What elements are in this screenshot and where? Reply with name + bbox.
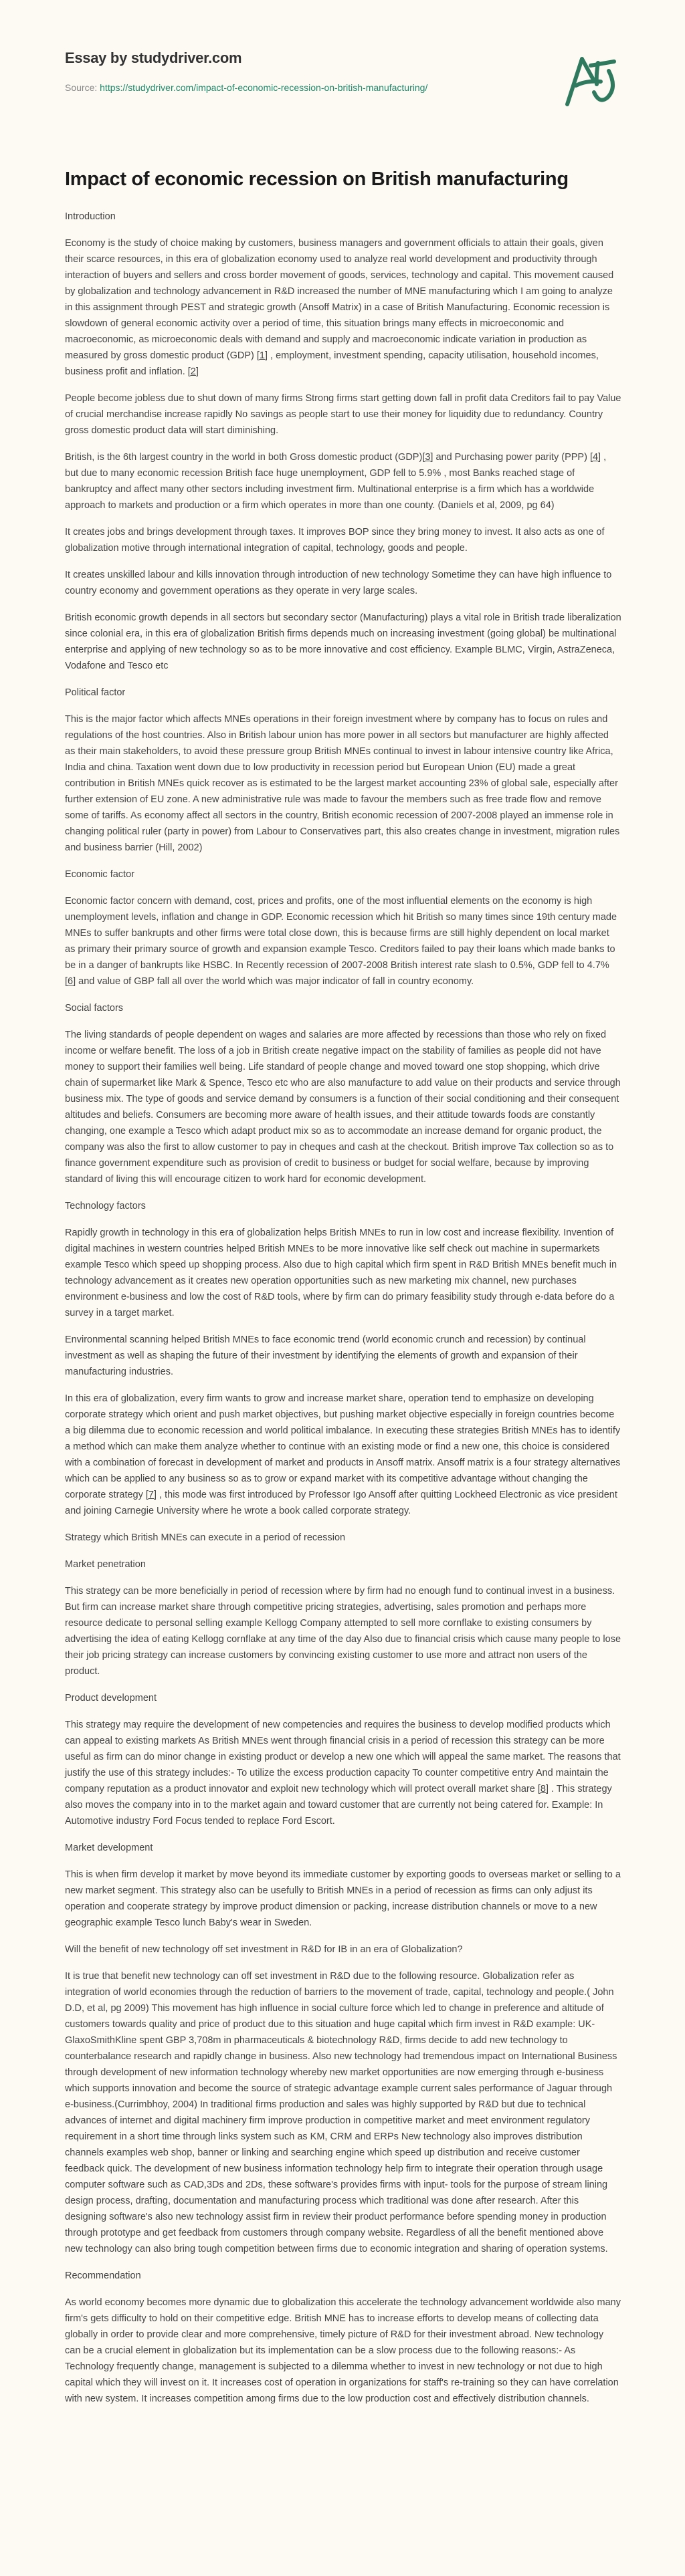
paragraph: This is the major factor which affects MNEs operations in their foreign investment where by company has to focus on rules and regulations of the host countries. Also in British labour union has more power in all sectors but manufacturer are highly affected as their main stakeholders, to avoid these pressure group British MNEs continual to invest in labour intensive country like Africa, India and china. Taxation went down due to low productivity in recession period but European Union (EU) made a great contribution in British MNEs quick recover as is estimated to be the largest market accounting 23% of global sale, especially after further extension of EU zone. A new administrative rule was made to favour the members such as free trade flow and remove some of tariffs. As economy affect all sectors in the country, British economic recession of 2007-2008 played an immense role in changing political ruler (party in power) from Labour to Conservatives part, this also creates change in investment, migration rules and business barrier (Hill, 2002)	[65, 714, 620, 853]
paragraph: British economic growth depends in all sectors but secondary sector (Manufacturing) plays a vital role in British trade liberalization since colonial era, in this era of globalization British firms depends much on increasing investment (going global) be multinational enterprise and applying of new technology so as to be more innovative and cost efficiency. Example BLMC, Virgin, AstraZeneca, Vodafone and Tesco etc	[65, 612, 621, 671]
paragraph: British, is the 6th largest country in the world in both Gross domestic product (GDP)[3] and Purchasing power parity (PPP) [4] , but due to many economic recession British face huge unemployment, GDP fell to 5.9% , most Banks reached stage of bankruptcy and affect many other sectors including investment firm. Multinational enterprise is a firm which has a worldwide approach to markets and production or a firm which operates in more than one county. (Daniels et al, 2009, pg 64)	[65, 452, 607, 511]
page-title: Impact of economic recession on British manufacturing	[65, 168, 569, 190]
paragraph: Economy is the study of choice making by customers, business managers and government officials to attain their goals, given their scarce resources, in this era of globalization economy used to analyze real world development and productivity through interaction of buyers and sellers and cross border movement of goods, services, technology and capital. This movement caused by globalization and technology advancement in R&D increased the number of MNE manufacturing which I am going to analyze in this assignment through PEST and strategic growth (Ansoff Matrix) in a case of British Manufacturing. Economic recession is slowdown of general economic activity over a period of time, this situation brings many effects in microeconomic and macroeconomic, as microeconomic deals with demand and supply and macroeconomic indicate variation in production as measured by gross domestic product (GDP) [1] , employment, investment spending, capacity utilisation, household incomes, business profit and inflation. [2]	[65, 238, 614, 377]
citation-link[interactable]: [8]	[537, 1784, 549, 1794]
section-heading-product-development: Product development	[65, 1693, 157, 1704]
citation-link[interactable]: [1]	[256, 350, 268, 361]
paragraph: It is true that benefit new technology can off set investment in R&D due to the following resource. Globalization refer as integration of world economies through the reduction of barriers to the movement of trade, capital, technology and people.( John D.D, et al, pg 2009) This movement has high influence in social culture force which led to change in preference and altitude of customers towards quality and price of product due to this situation and huge capital which firm invest in R&D example: UK-GlaxoSmithKline spent GBP 3,708m in pharmaceuticals & biotechnology R&D, firms decide to add new technology to counterbalance research and rapidly change in business. Also new technology had tremendous impact on International Business through development of new information technology whereby new market opportunities are now emerging through e-business which supports innovation and become the source of strategic advantage example current sales performance of Jaguar through e-business.(Currimbhoy, 2004) In traditional firms production and sales was highly supported by R&D but due to technical advances of internet and digital machinery firm improve production in competitive market and meet environment regulatory requirement in a short time through links system such as KM, CRM and ERPs New technology also improves distribution channels examples web shop, banner or linking and searching engine which speed up distribution and receive customer feedback quick. The development of new business information technology help firm to integrate their operation through usage computer software such as CAD,3Ds and 2Ds, these software's provides firms with input- tools for the purpose of stream lining design process, drafting, documentation and manufacturing process which traditional was done after research. After this designing software's also new technology assist firm in review their product performance before spending money in production through prototype and get feedback from customers through company website. Regardless of all the benefit mentioned above new technology can also bring tough competition between firms due to economic integration and sharing of operation systems.	[65, 1971, 617, 2254]
citation-link[interactable]: [2]	[187, 366, 199, 377]
citation-link[interactable]: [3]	[422, 452, 433, 463]
citation-link[interactable]: [6]	[65, 976, 76, 987]
paragraph: Economic factor concern with demand, cost, prices and profits, one of the most influential elements on the economy is high unemployment levels, inflation and change in GDP. Economic recession which hit British so many times since 19th century made MNEs to suffer bankrupts and other firms were total close down, this is because firms are still highly dependent on local market as primary their primary source of growth and expansion example Tesco. Creditors failed to pay their loans which made banks to be in a danger of bankrupts like HSBC. In Recently recession of 2007-2008 British interest rate slash to 0.5%, GDP fell to 4.7% [6] and value of GBP fall all over the world which was major indicator of fall in country economy.	[65, 896, 617, 987]
a-plus-logo-icon	[554, 44, 627, 111]
section-heading-strategy: Strategy which British MNEs can execute in a period of recession	[65, 1532, 346, 1543]
citation-link[interactable]: [7]	[145, 1490, 157, 1500]
paragraph: Environmental scanning helped British MNEs to face economic trend (world economic crunch and recession) by continual investment as well as shaping the future of their investment by identifying the elements of growth and expansion of their manufacturing industries.	[65, 1334, 586, 1377]
paragraph: The living standards of people dependent on wages and salaries are more affected by recessions than those who rely on fixed income or welfare benefit. The loss of a job in British create negative impact on the stability of families as people did not have money to support their families well being. Life standard of people change and moved toward one stop shopping, which drive chain of supermarket like Mark & Spence, Tesco etc who are also manufacture to add value on their products and service through business mix. The type of goods and service demand by consumers is a function of their social conditioning and their consequent altitudes and beliefs. Consumers are becoming more aware of health issues, and their attitude towards foods are constantly changing, one example a Tesco which adapt product mix so as to accommodate an increase demand for organic product, the company was also the first to allow customer to pay in cheques and cash at the checkout. British improve Tax collection so as to finance government expenditure such as provision of credit to business or budget for social welfare, because by improving standard of living this will encourage citizen to work hard for economic development.	[65, 1030, 621, 1185]
page-header	[0, 0, 685, 127]
section-heading-market-penetration: Market penetration	[65, 1559, 146, 1570]
source-line	[65, 82, 427, 93]
section-heading-political: Political factor	[65, 687, 126, 698]
paragraph: People become jobless due to shut down of many firms Strong firms start getting down fall in profit data Creditors fail to pay Value of crucial merchandise increase rapidly No savings as people start to use their money for liquidity due to redundancy. Country gross domestic product data will start diminishing.	[65, 393, 621, 436]
paragraph: It creates unskilled labour and kills innovation through introduction of new technology Sometime they can have high influence to country economy and government operations as they operate in very large scales.	[65, 570, 612, 596]
paragraph: Rapidly growth in technology in this era of globalization helps British MNEs to run in low cost and increase flexibility. Invention of digital machines in western countries helped British MNEs to be more innovative like self check out machine in supermarkets example Tesco which speed up shopping process. Also due to high capital which firm spent in R&D British MNEs benefit much in technology advancement as it creates new operation opportunities such as new marketing mix channel, new purchases environment e-business and low the cost of R&D tools, where by firm can do primary feasibility study through e-data before do a survey in a target market.	[65, 1227, 617, 1318]
paragraph: This is when firm develop it market by move beyond its immediate customer by exporting goods to overseas market or selling to a new market segment. This strategy also can be usefully to British MNEs in a period of recession as firms can only adjust its operation and cooperate strategy by improve product dimension or packing, increase distribution channels or move to a new geographic example Tesco lunch Baby's wear in Sweden.	[65, 1869, 621, 1928]
paragraph: As world economy becomes more dynamic due to globalization this accelerate the technology advancement worldwide also many firm's gets difficulty to hold on their competitive edge. British MNE has to increase efforts to develop means of collecting data globally in order to provide clear and more comprehensive, timely picture of R&D for their investment abroad. New technology can be a crucial element in globalization but its implementation can be a slow process due to the following reasons:- As Technology frequently change, management is subjected to a dilemma whether to invest in new technology or not due to high capital which they will invest on it. It increases cost of operation in organizations for staff's re-training so they can have correlation with new system. It increases competition among firms due to the low production cost and effectively distribution channels.	[65, 2297, 621, 2404]
site-brand: Essay by studydriver.com	[65, 49, 242, 66]
section-heading-economic: Economic factor	[65, 869, 134, 880]
article-body	[65, 209, 620, 2407]
section-heading-technology: Technology factors	[65, 1201, 146, 1211]
paragraph: It creates jobs and brings development through taxes. It improves BOP since they bring money to invest. It also acts as one of globalization motive through international integration of capital, technology, goods and people.	[65, 527, 605, 554]
paragraph: This strategy may require the development of new competencies and requires the business to develop modified products which can appeal to existing markets As British MNEs went through financial crisis in a period of recession this strategy can be more useful as firm can do minor change in existing product or develop a new one which will appeal the same market. The reasons that justify the use of this strategy includes:- To utilize the excess production capacity To counter competitive entry And maintain the company reputation as a product innovator and exploit new technology which will protect overall market share [8] . This strategy also moves the company into in to the market again and toward customer that are currently not being catered for. Example: In Automotive industry Ford Focus tended to replace Ford Escort.	[65, 1720, 621, 1827]
citation-link[interactable]: [4]	[589, 452, 601, 463]
section-heading-rd-question: Will the benefit of new technology off set investment in R&D for IB in an era of Globalization?	[65, 1944, 463, 1955]
paragraph: In this era of globalization, every firm wants to grow and increase market share, operation tend to emphasize on developing corporate strategy which orient and push market objectives, but pushing market objective especially in foreign countries become a big dilemma due to economic recession and world political imbalance. In executing these strategies British MNEs has to identify a method which can make them analyze whether to continue with an existing mode or find a new one, this choice is considered with a combination of forecast in development of market and products in Ansoff matrix. Ansoff matrix is a four strategy alternatives which can be applied to any business so as to grow or expand market with its competitive advantage without changing the corporate strategy [7] , this mode was first introduced by Professor Igo Ansoff after quitting Lockheed Electronic as vice president and joining Carnegie University where he wrote a book called corporate strategy.	[65, 1393, 621, 1516]
article	[0, 167, 685, 2407]
paragraph: This strategy can be more beneficially in period of recession where by firm had no enough fund to continual invest in a business. But firm can increase market share through competitive pricing strategies, advertising, sales promotion and perhaps more resource dedicate to personal selling example Kellogg Company attempted to sell more cornflake to existing consumers by advertising the idea of eating Kellogg cornflake at any time of the day Also due to financial crisis which cause many people to lose their job pricing strategy can increase customers by convincing existing customer to use more and attract non users of the product.	[65, 1586, 621, 1677]
source-label: Source:	[65, 82, 98, 93]
source-link[interactable]: https://studydriver.com/impact-of-economic-recession-on-british-manufacturing/	[100, 82, 428, 93]
section-heading-recommendation: Recommendation	[65, 2270, 141, 2281]
section-heading-social: Social factors	[65, 1003, 124, 1014]
section-heading-introduction: Introduction	[65, 211, 116, 222]
section-heading-market-development: Market development	[65, 1843, 153, 1853]
